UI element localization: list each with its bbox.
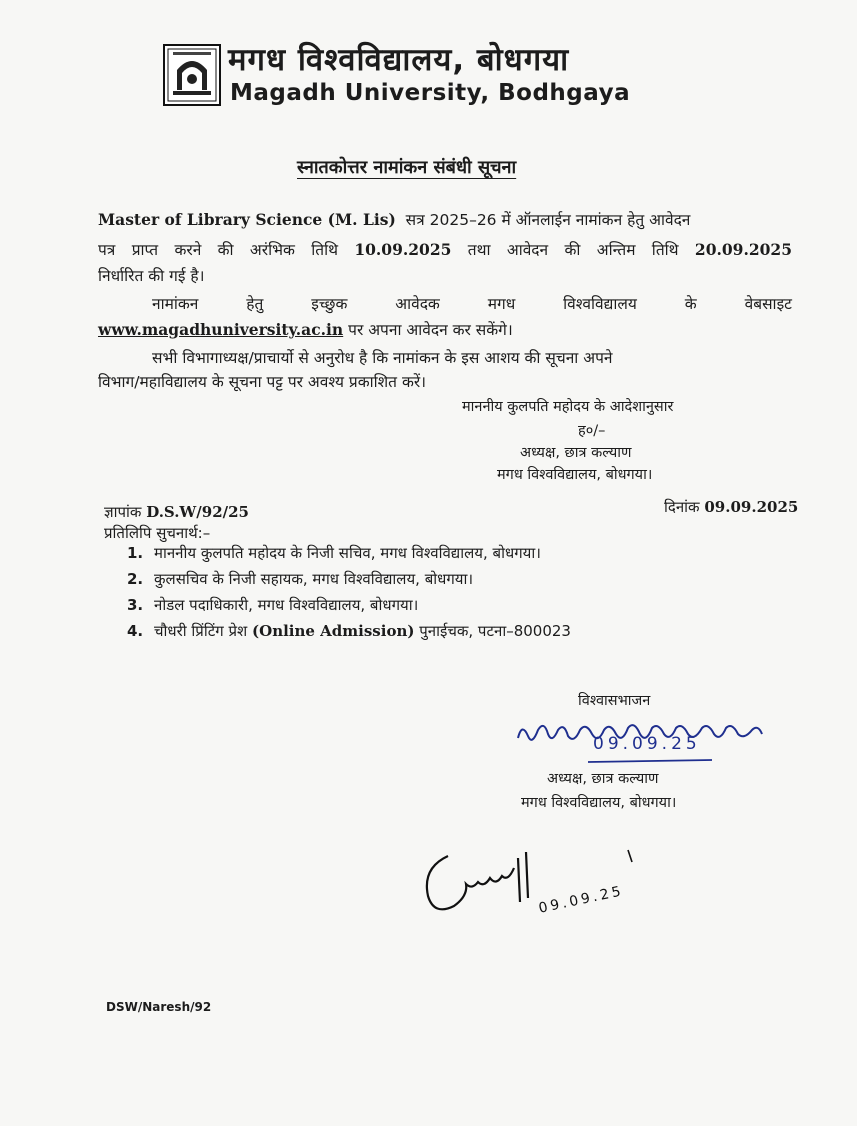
notice-line-2 bbox=[98, 238, 792, 262]
list-text: नोडल पदाधिकारी, मगध विश्वविद्यालय, बोधगया। bbox=[154, 596, 419, 614]
list-item bbox=[127, 592, 571, 618]
notice-line-6: सभी विभागाध्यक्ष/प्राचार्यो से अनुरोध है कि नामांकन के इस आशय की सूचना अपने bbox=[152, 349, 613, 367]
list-number: 2. bbox=[127, 570, 144, 588]
memo-date bbox=[664, 497, 798, 517]
notice-line-5 bbox=[98, 318, 513, 342]
dispatch-reference: DSW/Naresh/92 bbox=[106, 1000, 212, 1014]
university-website-link[interactable]: www.magadhuniversity.ac.in bbox=[98, 320, 344, 339]
handwritten-date: 09.09.25 bbox=[593, 734, 701, 754]
university-seal-logo bbox=[163, 44, 221, 106]
notice-line-3: निर्धारित की गई है। bbox=[98, 267, 205, 285]
memo-ref-number: D.S.W/92/25 bbox=[146, 503, 249, 521]
order-designation: अध्यक्ष, छात्र कल्याण bbox=[520, 445, 632, 461]
order-office: मगध विश्वविद्यालय, बोधगया। bbox=[497, 467, 653, 483]
yours-faithfully: विश्वासभाजन bbox=[578, 693, 651, 709]
by-order-text: माननीय कुलपति महोदय के आदेशानुसार bbox=[462, 399, 674, 415]
university-name-hindi: मगध विश्वविद्यालय, बोधगया bbox=[228, 42, 570, 78]
signed-mark: ह०/– bbox=[578, 423, 606, 439]
list-text: माननीय कुलपति महोदय के निजी सचिव, मगध विश्वविद्यालय, बोधगया। bbox=[154, 544, 541, 562]
list-number: 4. bbox=[127, 622, 144, 640]
list-text: चौधरी प्रिंटिंग प्रेश bbox=[154, 622, 248, 640]
apply-text: पर अपना आवेदन कर सकेंगे। bbox=[348, 321, 513, 339]
list-text: कुलसचिव के निजी सहायक, मगध विश्वविद्यालय, बोधगया। bbox=[154, 570, 474, 588]
university-name-english: Magadh University, Bodhgaya bbox=[230, 80, 631, 106]
start-date: 10.09.2025 bbox=[354, 240, 452, 259]
memo-date-value: 09.09.2025 bbox=[704, 498, 799, 516]
end-date: 20.09.2025 bbox=[694, 240, 792, 259]
memo-reference bbox=[104, 502, 249, 522]
list-number: 3. bbox=[127, 596, 144, 614]
closing-office: मगध विश्वविद्यालय, बोधगया। bbox=[521, 795, 677, 811]
memo-date-label: दिनांक bbox=[664, 498, 700, 516]
initials-signature bbox=[418, 838, 648, 918]
list-item bbox=[127, 566, 571, 592]
initials-date: 09.09.25 bbox=[537, 883, 626, 917]
notice-line-4: नामांकन हेतु इच्छुक आवेदक मगध विश्वविद्यालय के वेबसाइट bbox=[152, 295, 792, 313]
course-name: Master of Library Science (M. Lis) bbox=[98, 210, 396, 229]
start-date-label: पत्र प्राप्त करने की अरंभिक तिथि bbox=[98, 241, 338, 259]
list-text: पुनाईचक, पटना–800023 bbox=[419, 622, 571, 640]
session-text: सत्र 2025–26 में ऑनलाईन नामांकन हेतु आवेदन bbox=[405, 211, 691, 229]
end-date-label: तथा आवेदन की अन्तिम तिथि bbox=[467, 241, 679, 259]
notice-line-7: विभाग/महाविद्यालय के सूचना पट्ट पर अवश्य प्रकाशित करें। bbox=[98, 373, 427, 391]
list-number: 1. bbox=[127, 544, 144, 562]
closing-designation: अध्यक्ष, छात्र कल्याण bbox=[547, 771, 659, 787]
list-item bbox=[127, 618, 571, 644]
list-item bbox=[127, 540, 571, 566]
list-text-bold: (Online Admission) bbox=[252, 622, 415, 640]
notice-title: स्नातकोत्तर नामांकन संबंधी सूचना bbox=[297, 157, 517, 178]
copy-list bbox=[127, 540, 571, 644]
memo-ref-label: ज्ञापांक bbox=[104, 503, 142, 521]
copy-to-heading: प्रतिलिपि सुचनार्थ:– bbox=[104, 524, 211, 542]
notice-line-1 bbox=[98, 208, 792, 232]
